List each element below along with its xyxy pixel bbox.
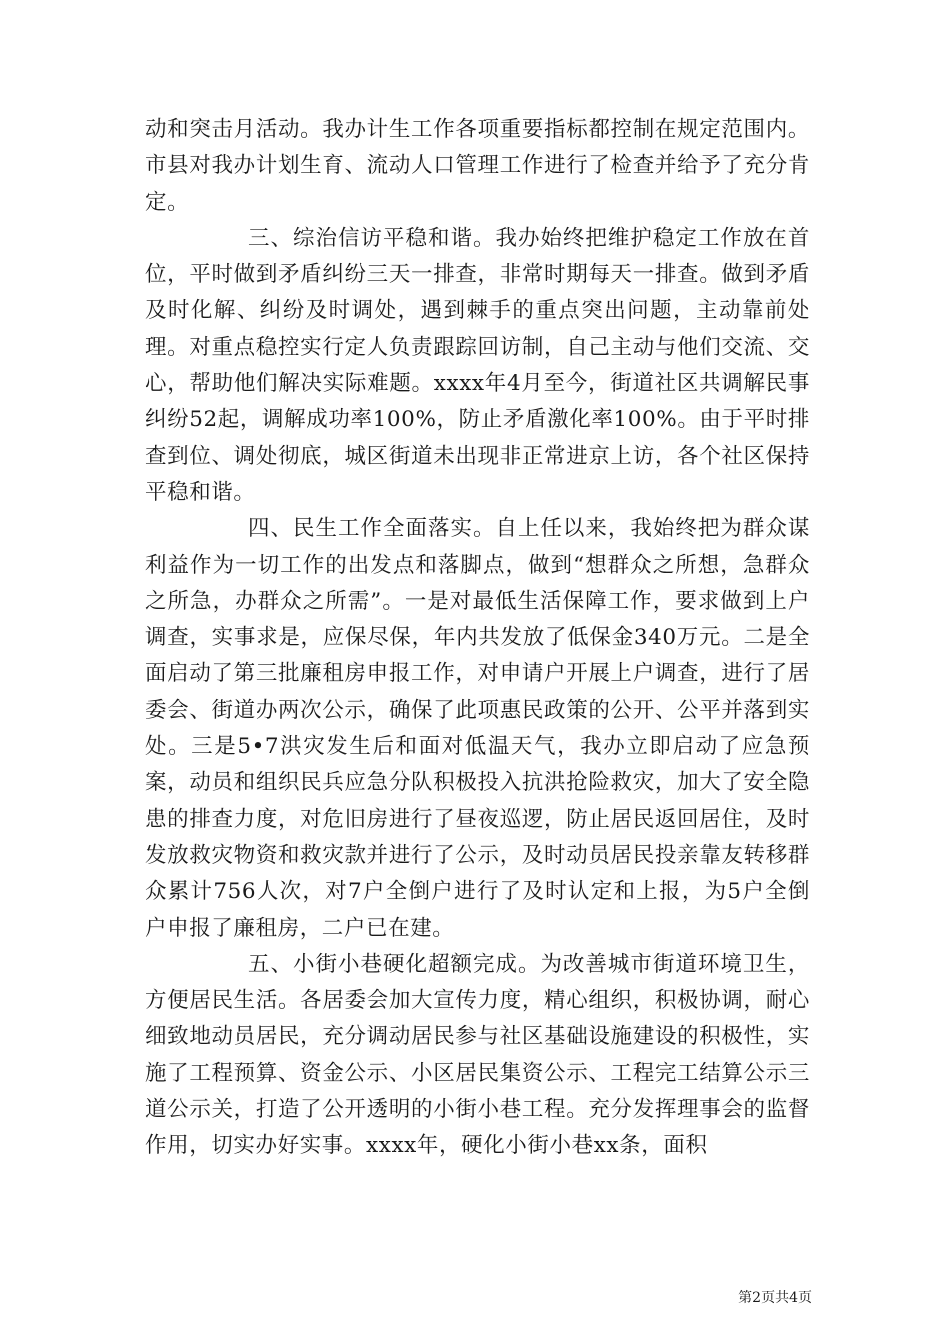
paragraph-section-5: 五、小街小巷硬化超额完成。为改善城市街道环境卫生，方便居民生活。各居委会加大宣传力度，精心组织，积极协调，耐心细致地动员居民，充分调动居民参与社区基础设施建设的积极性，实施了工程预算、资金公示、小区居民集资公示、工程完工结算公示三道公示关，打造了公开透明的小街小巷工程。充分发挥理事会的监督作用，切实办好实事。xxxx年，硬化小街小巷xx条，面积 bbox=[145, 951, 810, 1159]
page-number-footer: 第2页共4页 bbox=[738, 1290, 812, 1306]
paragraph-section-4: 四、民生工作全面落实。自上任以来，我始终把为群众谋利益作为一切工作的出发点和落脚点，做到“想群众之所想，急群众之所急，办群众之所需”。一是对最低生活保障工作，要求做到上户调查，实事求是，应保尽保，年内共发放了低保金340万元。二是全面启动了第三批廉租房申报工作，对申请户开展上户调查，进行了居委会、街道办两次公示，确保了此项惠民政策的公开、公平并落到实处。三是5•7洪灾发生后和面对低温天气，我办立即启动了应急预案，动员和组织民兵应急分队积极投入抗洪抢险救灾，加大了安全隐患的排查力度，对危旧房进行了昼夜巡逻，防止居民返回居住，及时发放救灾物资和救灾款并进行了公示，及时动员居民投亲靠友转移群众累计756人次，对7户全倒户进行了及时认定和上报，为5户全倒户申报了廉租房，二户已在建。 bbox=[145, 516, 810, 941]
body-text bbox=[145, 112, 810, 1165]
paragraph-continuation: 动和突击月活动。我办计生工作各项重要指标都控制在规定范围内。市县对我办计划生育、流动人口管理工作进行了检查并给予了充分肯定。 bbox=[145, 117, 810, 215]
paragraph-section-3: 三、综治信访平稳和谐。我办始终把维护稳定工作放在首位，平时做到矛盾纠纷三天一排查，非常时期每天一排查。做到矛盾及时化解、纠纷及时调处，遇到棘手的重点突出问题，主动靠前处理。对重点稳控实行定人负责跟踪回访制，自己主动与他们交流、交心，帮助他们解决实际难题。xxxx年4月至今，街道社区共调解民事纠纷52起，调解成功率100%，防止矛盾激化率100%。由于平时排查到位、调处彻底，城区街道未出现非正常进京上访，各个社区保持平稳和谐。 bbox=[145, 225, 810, 505]
